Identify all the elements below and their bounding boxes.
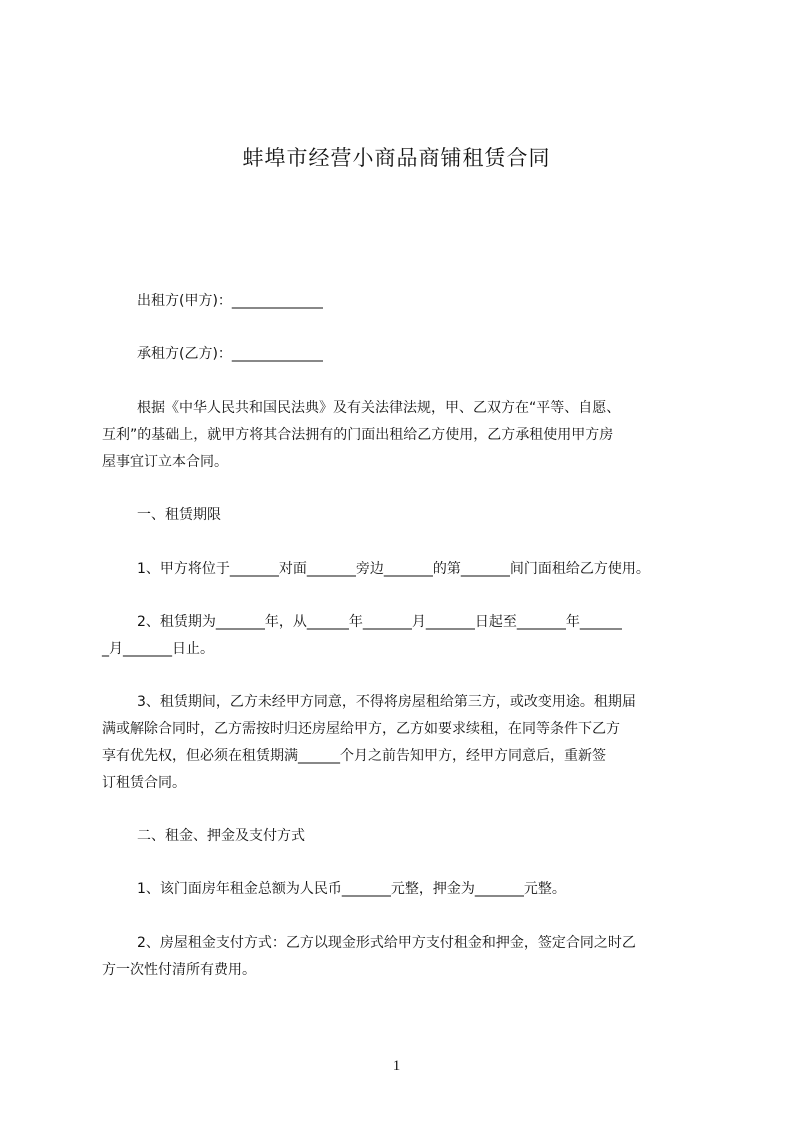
- preamble-line-2: 互利”的基础上，就甲方将其合法拥有的门面出租给乙方使用，乙方承租使用甲方房: [102, 427, 614, 443]
- lessee-line: 承租方(乙方)：_____________: [137, 346, 323, 362]
- section-1-clause-3-line-3: 享有优先权，但必须在租赁期满______个月之前告知甲方，经甲方同意后，重新签: [102, 748, 606, 764]
- document-title: 蚌埠市经营小商品商铺租赁合同: [242, 146, 551, 170]
- section-1-clause-2-line-2: _月_______日止。: [102, 641, 214, 657]
- section-1-clause-3-line-2: 满或解除合同时，乙方需按时归还房屋给甲方，乙方如要求续租，在同等条件下乙方: [102, 721, 620, 737]
- section-2-clause-1: 1、该门面房年租金总额为人民币_______元整，押金为_______元整。: [137, 881, 566, 897]
- section-2-clause-2-line-1: 2、房屋租金支付方式：乙方以现金形式给甲方支付租金和押金，签定合同之时乙: [137, 935, 636, 951]
- section-1-heading: 一、租赁期限: [137, 507, 221, 523]
- section-2-clause-2-line-2: 方一次性付清所有费用。: [102, 962, 256, 978]
- section-2-heading: 二、租金、押金及支付方式: [137, 828, 305, 844]
- section-1-clause-3-line-1: 3、租赁期间，乙方未经甲方同意，不得将房屋租给第三方，或改变用途。租期届: [137, 694, 636, 710]
- section-1-clause-2-line-1: 2、租赁期为_______年，从______年_______月_______日起至_______年______: [137, 614, 622, 630]
- preamble-line-1: 根据《中华人民共和国民法典》及有关法律法规，甲、乙双方在“平等、自愿、: [137, 400, 621, 416]
- preamble-line-3: 屋事宜订立本合同。: [102, 454, 228, 470]
- section-1-clause-1: 1、甲方将位于_______对面_______旁边_______的第_______间门面租给乙方使用。: [137, 561, 650, 577]
- page-number: 1: [392, 1058, 401, 1074]
- lessor-line: 出租方(甲方)：_____________: [137, 293, 323, 309]
- section-1-clause-3-line-4: 订租赁合同。: [102, 775, 186, 791]
